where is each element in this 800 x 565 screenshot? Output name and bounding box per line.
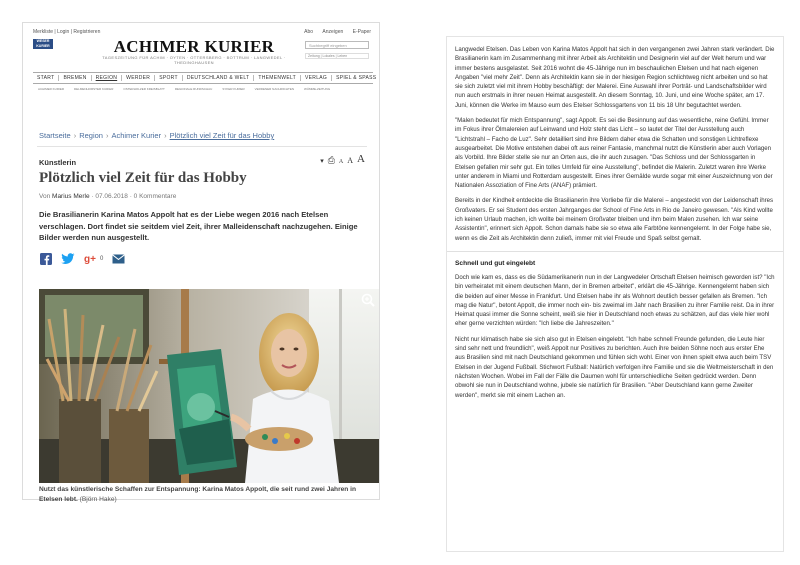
- section-divider: [447, 251, 783, 252]
- nav-spiel-spass[interactable]: SPIEL & SPASS: [336, 75, 377, 81]
- nav-verlag[interactable]: VERLAG: [301, 75, 332, 81]
- zoom-icon[interactable]: [361, 293, 375, 307]
- body-paragraph: Langwedel Etelsen. Das Leben von Karina Matos Appolt hat sich in den vergangenen zwei Jahren stark verändert. Die Brasilianerin kam im Zusammenhang mit ihrer Arbeit als Architektin und Designerin viel auf der Welt herum und war immer bestens ausgelastet. Seit 2016 wohnt die 45-Jährige nun im beschaulichen Etelsen und hat nach eigenen Angaben "viel mehr Zeit". Denn als Architektin kann sie in der hiesigen Region schlichtweg nicht arbeiten und so hat sie sich zuletzt viel mit ihrem Hobby beschäftigt: der Malerei. Eine Auswahl ihrer Porträt- und Landschaftsbilder wird nun auch erstmals in ihrer neuen Heimat ausgestellt. An diesem Sonntag, 10. Juni, und eine Woche später, am 17. Juni, können die Werke im Mauso eum des Etelser Schlossgartens von 11 bis 18 Uhr begutachtet werden.: [455, 46, 775, 109]
- photo-caption: [39, 485, 375, 504]
- twitter-icon[interactable]: [61, 252, 75, 266]
- nav-region[interactable]: REGION: [92, 75, 123, 81]
- nav-themenwelt[interactable]: THEMENWELT: [254, 75, 301, 81]
- article-photo[interactable]: [39, 289, 379, 483]
- search-input[interactable]: Suchbegriff eingeben: [305, 41, 369, 49]
- breadcrumb-separator: ›: [164, 131, 167, 140]
- subnav-delmenhorster-kurier[interactable]: DELMENHORSTER KURIER: [74, 87, 114, 91]
- masthead: [29, 27, 375, 117]
- section-heading: Schnell und gut eingelebt: [455, 259, 536, 267]
- weser-kurier-logo[interactable]: WESER KURIER: [33, 39, 53, 49]
- print-icon[interactable]: ⎙: [327, 155, 335, 165]
- sub-navigation: [33, 87, 373, 93]
- author-link[interactable]: Marius Merle: [52, 193, 90, 200]
- email-icon[interactable]: [111, 252, 125, 266]
- search-scope-select[interactable]: Zeitung | Lokales | Leben: [305, 53, 369, 59]
- subnav-regionale-rundschau[interactable]: REGIONALE RUNDSCHAU: [174, 87, 213, 91]
- account-links[interactable]: Merkliste | Login | Registrieren: [33, 29, 101, 35]
- breadcrumb-startseite[interactable]: Startseite: [39, 131, 71, 140]
- nav-bremen[interactable]: BREMEN: [59, 75, 91, 81]
- brand-logo[interactable]: ACHIMER KURIER: [113, 37, 275, 56]
- article-continuation: [446, 36, 784, 552]
- anzeigen-link[interactable]: Anzeigen: [322, 29, 344, 35]
- breadcrumb-achimer-kurier[interactable]: Achimer Kurier: [111, 131, 162, 140]
- body-paragraph: Bereits in der Kindheit entdeckte die Brasilianerin ihre Vorliebe für die Malerei – angesteckt von der Leidenschaft ihres Großvaters. Er sei Student des ersten Jahrganges der School of Fine Arts in Rio de Janeiro gewesen. "Als Kind wollte ich keinen Urlaub machen, ich wollte bei meinem Großvater bleiben und ihm beim Malen zusehen. Ich war seine Assistentin", erinnert sich Appolt. Schon damals habe sie so etwa alle Farbtöne kennengelernt. In der Folge habe sie, wenn es die Zeit als Architektin denn zuließ, immer mit viel Freude und Spaß selbst gemalt.: [455, 197, 774, 242]
- subnav-verdener-nachrichten[interactable]: VERDENER NACHRICHTEN: [254, 87, 295, 91]
- body-paragraph: "Malen bedeutet für mich Entspannung", sagt Appolt. Es sei die Besinnung auf das wesentliche, reine Gefühl. Immer im Fokus ihrer Ölmalereien auf Leinwand und Holz steht das Licht – so lautet der Titel der Ausstellung auch "Lichtstrahl – Facho de Luz". Sehr detailliert sind ihre Bildern daher etwa die Schatten und sonstigen Lichtreflexe ausgearbeitet. Die Motive entstehen dabei oft aus reiner Fantasie, manchmal nutzt die Künstlerin aber auch Vorlagen als Vorbild. Ihre Bilder stelle sie nur an Orten aus, die ihr auch zusagen. "Das Schloss und der Schlossgarten in Etelsen gefallen mir sehr gut. Ein tolles Umfeld für eine Ausstellung", befindet die Malerin. Zuletzt waren ihre Werke unter anderem in Miami und Rotterdam ausgestellt. Eines ihrer Gemälde wurde sogar mit einer Auszeichnung von der Nationalen Assoziation of Fine Arts (ANAF) prämiert.: [455, 117, 773, 190]
- byline: [39, 193, 176, 200]
- breadcrumb: [39, 131, 274, 140]
- divider: [37, 146, 367, 147]
- article-kicker: Künstlerin: [39, 158, 77, 167]
- article-page: [22, 22, 380, 503]
- nav-werder[interactable]: WERDER: [122, 75, 155, 81]
- breadcrumb-region[interactable]: Region: [79, 131, 103, 140]
- body-paragraph: Doch wie kam es, dass es die Südamerikanerin nun in der Langwedeler Ortschaft Etelsen heimisch geworden ist? "Ich bin verheiratet mit einem deutschen Mann, der in Bremen arbeitet", erklärt die 45-Jährige. Kennengelernt haben sich die beiden auf einer Messe in Frankfurt. Und Etelsen habe ihr als Wohnort deutlich besser gefallen als Bremen. "Ich mag die Natur", betont Appolt, die immer noch ein- bis zweimal im Jahr nach Brasilien zu ihrer Familie reist. Da in ihrer Heimat quasi immer die Sonne scheint, weiß sie hier in Deutschland noch etwas zu schätzen, auf das viele hier wohl eher gerne verzichten würden: "Ich liebe die Jahreszeiten.": [455, 273, 775, 328]
- nav-start[interactable]: START: [33, 75, 59, 81]
- breadcrumb-separator: ›: [105, 131, 109, 140]
- subnav-achimer-kurier[interactable]: ACHIMER KURIER: [38, 87, 65, 91]
- nav-sport[interactable]: SPORT: [155, 75, 183, 81]
- arrow-down-icon[interactable]: ▾: [320, 158, 324, 165]
- artist-painting-photo: [39, 289, 379, 483]
- article-title: Plötzlich viel Zeit für das Hobby: [39, 170, 247, 186]
- article-lead: Die Brasilianerin Karina Matos Appolt hat es der Liebe wegen 2016 nach Etelsen verschlagen. Dort findet sie seitdem viel Zeit, ihrer Malleidenschaft nachzugehen. Einige Bilder werden nun ausgestellt.: [39, 210, 358, 242]
- googleplus-icon[interactable]: g+: [84, 253, 96, 265]
- font-size-large-button[interactable]: A: [357, 153, 365, 165]
- abo-link[interactable]: Abo: [304, 29, 314, 35]
- article-meta[interactable]: · 07.06.2018 · 0 Kommentare: [89, 193, 177, 200]
- caption-text: Nutzt das künstlerische Schaffen zur Entspannung: Karina Matos Appolt, die seit rund zwei Jahren in Etelsen lebt.: [39, 486, 357, 503]
- font-size-small-button[interactable]: A: [338, 159, 344, 165]
- subnav-osterholzer-kreisblatt[interactable]: OSTERHOLZER KREISBLATT: [123, 87, 165, 91]
- article-tools: [320, 154, 365, 165]
- subnav-wuemme-zeitung[interactable]: WÜMME-ZEITUNG: [304, 87, 331, 91]
- body-paragraph: Nicht nur klimatisch habe sie sich also gut in Etelsen eingelebt. "Ich habe schnell Freunde gefunden, die Leute hier sind sehr nett und freundlich", weiß Appolt nur Positives zu berichten. Auch ihre beiden Söhne noch aus erster Ehe aus Brasilien sind mit nach Deutschland gekommen und fühlen sich wohl. Einer von ihnen spielt etwa auch beim TSV Etelsen in der Jugend Fußball. Stichwort Fußball: Natürlich verfolgen ihre Familie und sie die Weltmeisterschaft in den nächsten Wochen. Wobei im Fall der Fälle die Daumen wohl für unterschiedliche Seiten gedrückt werden. Denn obwohl sie nun in Deutschland wohne, jubele sie natürlich für Brasilien. "Aber Deutschland kann gerne Zweiter werden", merkt sie mit einem Lachen an.: [455, 335, 774, 399]
- share-bar: [39, 252, 125, 266]
- breadcrumb-current[interactable]: Plötzlich viel Zeit für das Hobby: [169, 131, 275, 140]
- main-navigation: [33, 72, 377, 84]
- nav-deutschland-welt[interactable]: DEUTSCHLAND & WELT: [183, 75, 255, 81]
- font-size-medium-button[interactable]: A: [347, 156, 354, 165]
- photo-credit: (Björn Hake): [77, 495, 117, 503]
- breadcrumb-separator: ›: [73, 131, 77, 140]
- byline-prefix: Von: [39, 193, 51, 200]
- facebook-icon[interactable]: [39, 252, 53, 266]
- service-links: [296, 29, 371, 35]
- subnav-syker-kurier[interactable]: SYKER KURIER: [222, 87, 245, 91]
- share-count: 0: [100, 256, 104, 262]
- brand-tagline: TAGESZEITUNG FÜR ACHIM · OYTEN · OTTERSBERG · BOTTRUM · LANGWEDEL · THEDINGHAUSEN: [102, 55, 286, 65]
- epaper-link[interactable]: E-Paper: [352, 29, 371, 35]
